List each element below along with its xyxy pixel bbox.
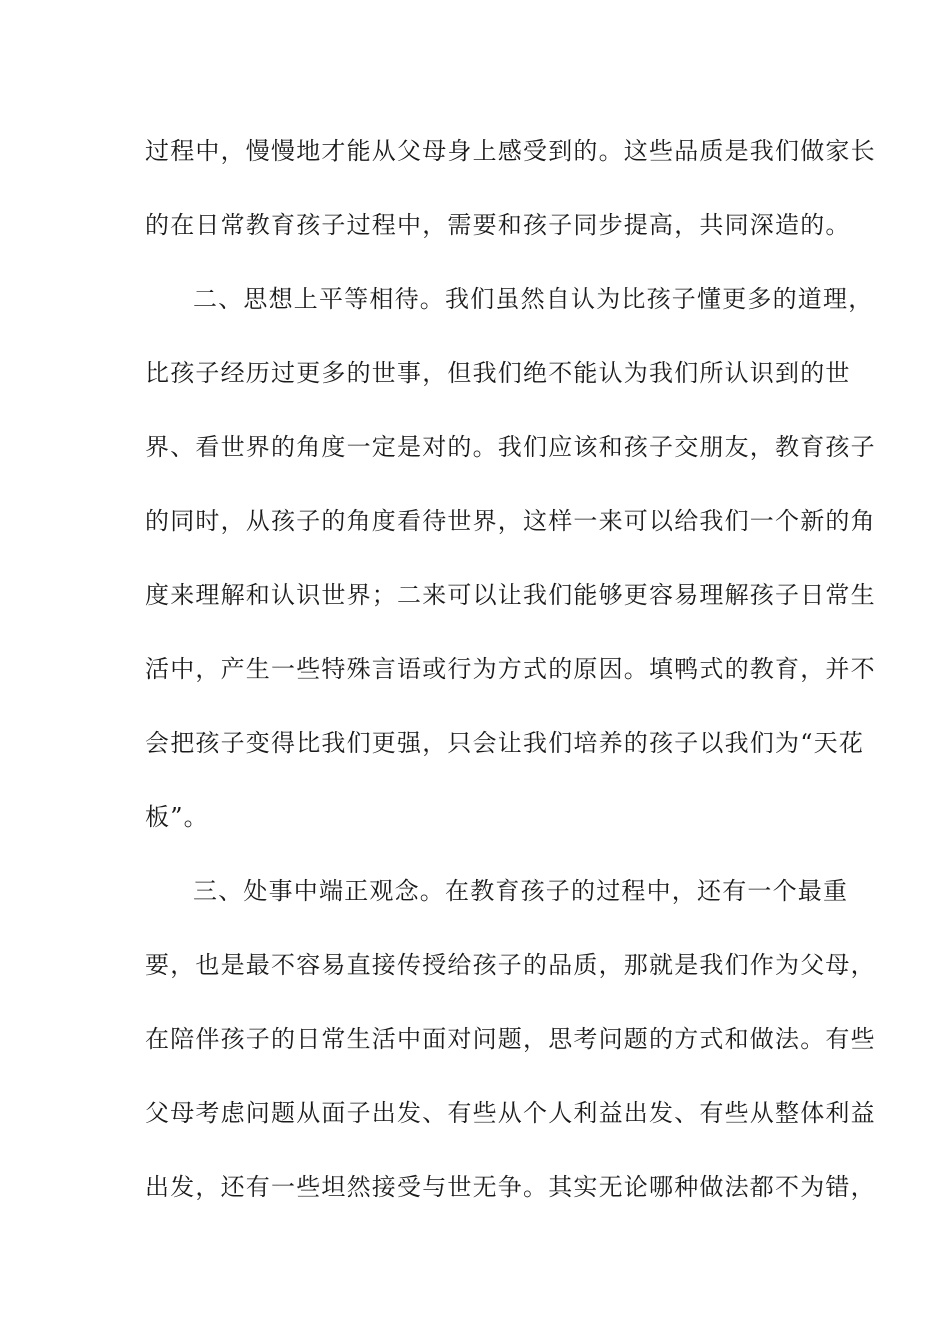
text-line: 的在日常教育孩子过程中，需要和孩子同步提高，共同深造的。 [145, 211, 851, 239]
text-line: 会把孩子变得比我们更强，只会让我们培养的孩子以我们为“天花 [145, 729, 865, 757]
text-line: 板”。 [145, 803, 209, 831]
text-line: 父母考虑问题从面子出发、有些从个人利益出发、有些从整体利益 [145, 1099, 876, 1127]
text-line: 在陪伴孩子的日常生活中面对问题，思考问题的方式和做法。有些 [145, 1025, 876, 1053]
paragraph-start-line: 三、处事中端正观念。在教育孩子的过程中，还有一个最重 [193, 877, 849, 905]
text-line: 度来理解和认识世界；二来可以让我们能够更容易理解孩子日常生 [145, 581, 876, 609]
text-line: 过程中，慢慢地才能从父母身上感受到的。这些品质是我们做家长 [145, 137, 876, 165]
text-line: 比孩子经历过更多的世事，但我们绝不能认为我们所认识到的世 [145, 359, 851, 387]
text-line: 出发，还有一些坦然接受与世无争。其实无论哪种做法都不为错， [145, 1173, 876, 1201]
text-line: 要，也是最不容易直接传授给孩子的品质，那就是我们作为父母， [145, 951, 876, 979]
text-line: 活中，产生一些特殊言语或行为方式的原因。填鸭式的教育，并不 [145, 655, 876, 683]
text-line: 的同时，从孩子的角度看待世界，这样一来可以给我们一个新的角 [145, 507, 876, 535]
paragraph-start-line: 二、思想上平等相待。我们虽然自认为比孩子懂更多的道理， [193, 285, 874, 313]
text-line: 界、看世界的角度一定是对的。我们应该和孩子交朋友，教育孩子 [145, 433, 876, 461]
